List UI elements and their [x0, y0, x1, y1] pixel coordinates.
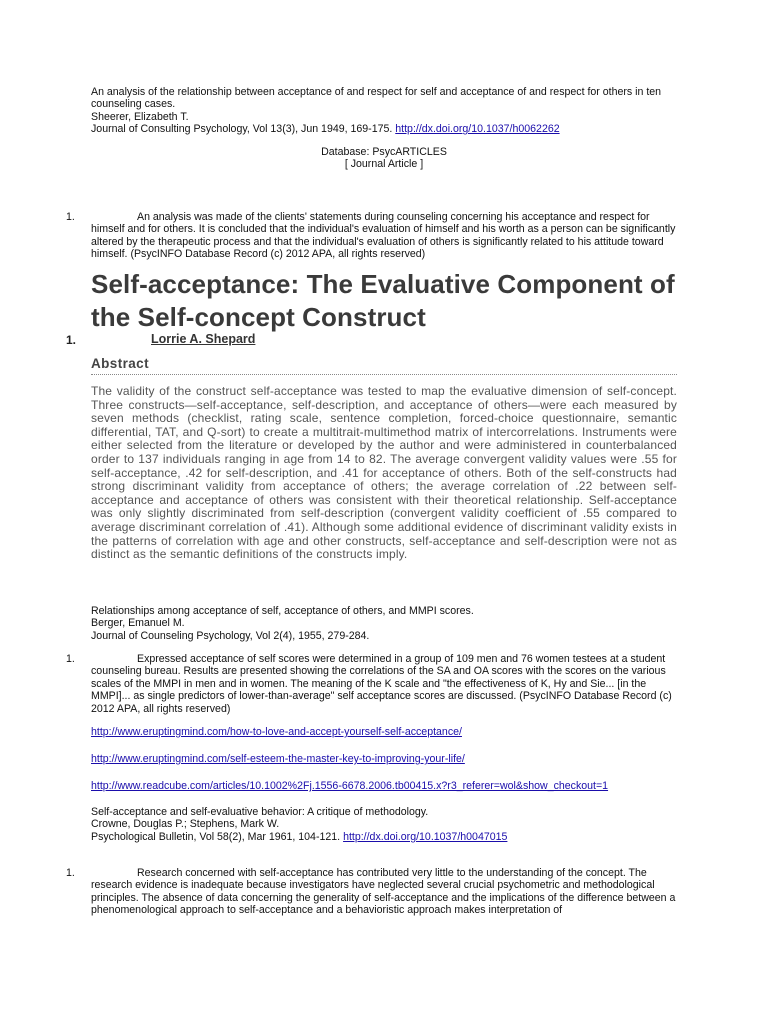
abstract-heading: Abstract: [91, 356, 677, 375]
list-number: 1.: [66, 867, 75, 879]
doi-link[interactable]: http://dx.doi.org/10.1037/h0062262: [395, 123, 560, 136]
reference-title: Self-acceptance and self-evaluative behavior: A critique of methodology.: [91, 806, 429, 818]
doi-link[interactable]: http://dx.doi.org/10.1037/h0047015: [343, 830, 508, 843]
article-title: Self-acceptance: The Evaluative Component of the Self-concept Construct: [91, 269, 675, 332]
database-label: Database: PsycARTICLES: [321, 146, 447, 158]
list-number: 1.: [66, 333, 77, 347]
reference-source: Psychological Bulletin, Vol 58(2), Mar 1961, 104-121. http://dx.doi.org/10.1037/h0047015: [91, 830, 508, 843]
list-number: 1.: [66, 653, 75, 665]
reference-author: Crowne, Douglas P.; Stephens, Mark W.: [91, 818, 280, 831]
abstract-text: The validity of the construct self-acceptance was tested to map the evaluative dimension of self-concept. Three constructs—self-acceptance, self-description, and acceptance of others—were each measured by seven methods (checklist, rating scale, sentence completion, forced-choice questionnaire, semantic differential, TAT, and Q-sort) to create a multitrait-multimethod matrix of intercorrelations. Instruments were either selected from the literature or developed by the author and were administered in counterbalanced order to 137 individuals ranging in age from 14 to 82. The average convergent validity values were .55 for self-acceptance, .42 for self-description, and .41 for acceptance of others. Both of the self-constructs had strong discriminant validity from acceptance of others; the average correlation of .22 between self-acceptance and acceptance of others was consistent with their theoretical relationship. Self-acceptance was only slightly discriminated from self-description (convergent validity coefficient of .55 compared to average discriminant correlation of .41). Although some additional evidence of discriminant validity exists in the patterns of correlation with age and other constructs, self-acceptance and self-description were not as distinct as the semantic definitions of the constructs imply.: [91, 384, 677, 562]
reference-1: [91, 86, 681, 136]
reference-author: Berger, Emanuel M.: [91, 617, 185, 630]
author-link[interactable]: Lorrie A. Shepard: [151, 332, 256, 346]
database-info: [0, 146, 768, 171]
reference-source: Journal of Counseling Psychology, Vol 2(4), 1955, 279-284.: [91, 629, 370, 642]
reference-author: Sheerer, Elizabeth T.: [91, 110, 189, 123]
list-item-text: Research concerned with self-acceptance has contributed very little to the understanding of the concept. The research evidence is inadequate because investigators have neglected several crucial psychometric and methodological principles. The absence of data concerning the generality of self-acceptance and the implications of the difference between a phenomenological approach to self-acceptance and a behavioristic approach makes interpretation of: [91, 867, 676, 917]
reference-title: Relationships among acceptance of self, acceptance of others, and MMPI scores.: [91, 605, 474, 617]
reference-source: Journal of Consulting Psychology, Vol 13(3), Jun 1949, 169-175. http://dx.doi.org/10.1037/h0062262: [91, 123, 560, 136]
list-item-text: An analysis was made of the clients' statements during counseling concerning his acceptance and respect for himself and for others. It is concluded that the individual's evaluation of himself and his worth as a person can be significantly altered by the therapeutic process and that the individual's evaluation of others is significantly related to his attitude toward himself. (PsycINFO Database Record (c) 2012 APA, all rights reserved): [91, 211, 676, 261]
list-item-text: Expressed acceptance of self scores were determined in a group of 109 men and 76 women testees at a student counseling bureau. Results are presented showing the correlations of the SA and OA scores with the scores on the various scales of the MMPI in men and in women. The meaning of the K scale and "the effectiveness of K, Hy and Sie... [in the MMPI]... as single predictors of lower-than-average" self acceptance scores are discussed. (PsycINFO Database Record (c) 2012 APA, all rights reserved): [91, 653, 672, 715]
reference-title: An analysis of the relationship between acceptance of and respect for self and acceptance of and respect for others in ten counseling cases.: [91, 86, 662, 111]
list-number: 1.: [66, 211, 75, 223]
web-link[interactable]: http://www.readcube.com/articles/10.1002%2Fj.1556-6678.2006.tb00415.x?r3_referer=wol&show_checkout=1: [91, 780, 609, 792]
article-type: [ Journal Article ]: [344, 158, 424, 171]
web-link[interactable]: http://www.eruptingmind.com/self-esteem-the-master-key-to-improving-your-life/: [91, 753, 465, 765]
reference-3: [91, 806, 681, 843]
web-link[interactable]: http://www.eruptingmind.com/how-to-love-and-accept-yourself-self-acceptance/: [91, 726, 462, 738]
reference-2: [91, 605, 681, 642]
